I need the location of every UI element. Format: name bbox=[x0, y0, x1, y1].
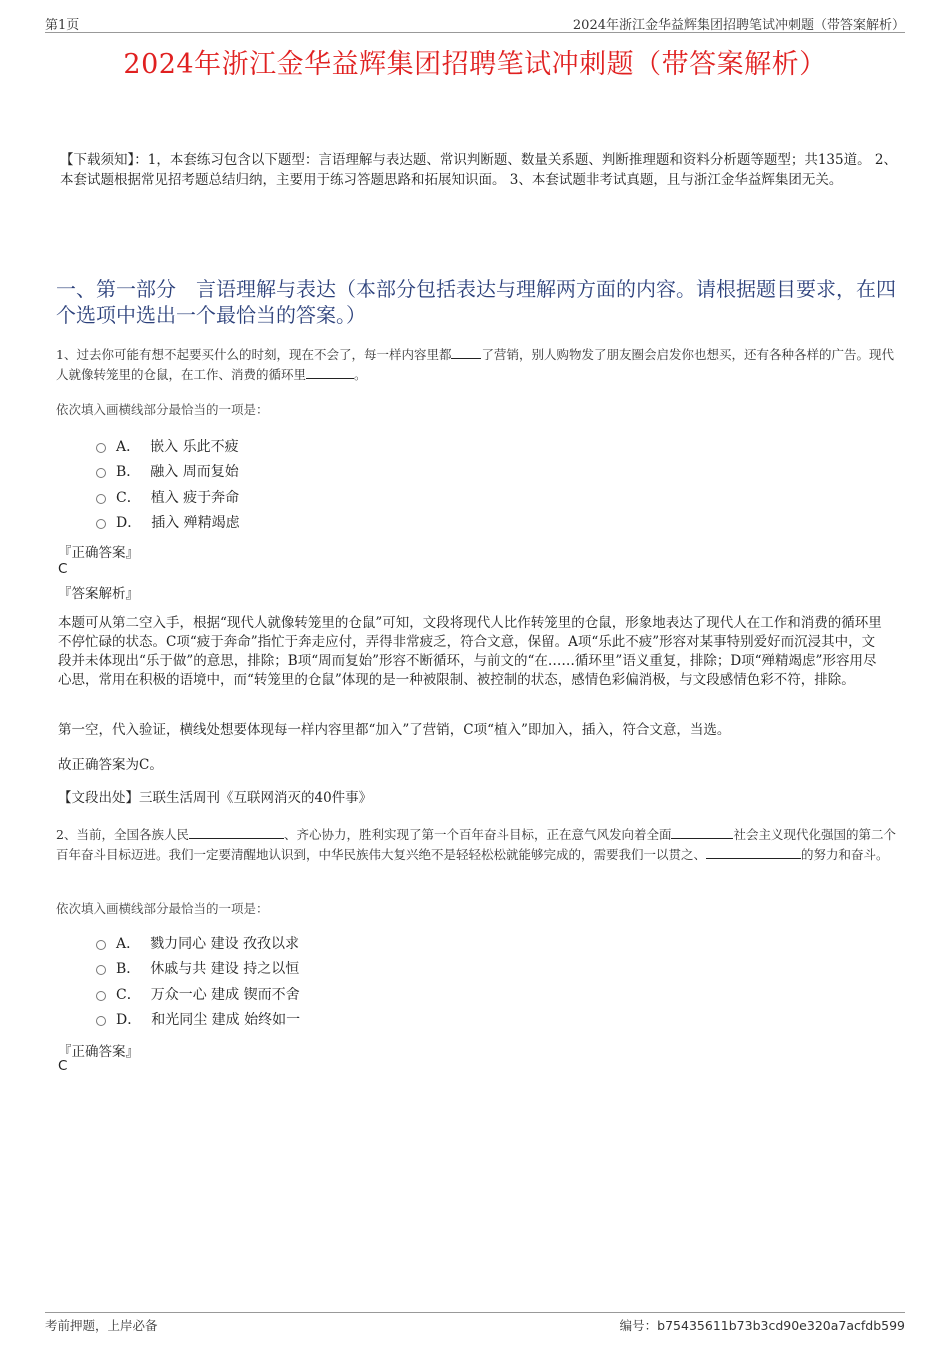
page-footer bbox=[45, 1312, 905, 1333]
radio-icon[interactable] bbox=[96, 991, 106, 1001]
page-title: 2024年浙江金华益辉集团招聘笔试冲刺题（带答案解析） bbox=[123, 49, 827, 80]
radio-icon[interactable] bbox=[96, 468, 106, 478]
document-code: 编号：b75435611b73b3cd90e320a7acfdb599 bbox=[619, 1318, 905, 1333]
option-b[interactable]: B． 融入 周而复始 bbox=[96, 459, 240, 485]
option-b[interactable]: B． 休戚与共 建设 持之以恒 bbox=[96, 956, 300, 982]
radio-icon[interactable] bbox=[96, 443, 106, 453]
answer-value: C bbox=[58, 1058, 68, 1074]
radio-icon[interactable] bbox=[96, 940, 106, 950]
analysis-label: 『答案解析』 bbox=[58, 586, 139, 602]
blank bbox=[189, 825, 284, 839]
answer-label: 『正确答案』 bbox=[58, 1044, 139, 1060]
footer-slogan: 考前押题，上岸必备 bbox=[45, 1318, 158, 1333]
header-doc-title: 2024年浙江金华益辉集团招聘笔试冲刺题（带答案解析） bbox=[572, 18, 905, 33]
text-source: 【文段出处】三联生活周刊《互联网消灭的40件事》 bbox=[58, 790, 373, 806]
radio-icon[interactable] bbox=[96, 519, 106, 529]
page-header bbox=[45, 14, 905, 33]
option-d[interactable]: D． 插入 殚精竭虑 bbox=[96, 510, 240, 536]
question-2-stem: 2、当前，全国各族人民 、齐心协力，胜利实现了第一个百年奋斗目标，正在意气风发向着全面 社会主义现代化强国的第二个百年奋斗目标迈进。我们一定要清醒地认识到，中华民族伟大复兴绝不是轻轻松松就能够完成的，需要我们一以贯之、 的努力和奋斗。 bbox=[56, 827, 896, 862]
analysis-paragraph-2: 第一空，代入验证，横线处想要体现每一样内容里都“加入”了营销，C项“植入”即加入，插入，符合文意，当选。 bbox=[58, 722, 731, 738]
section-title: 一、第一部分 言语理解与表达（本部分包括表达与理解两方面的内容。请根据题目要求，在四个选项中选出一个最恰当的答案。） bbox=[56, 277, 896, 327]
option-c[interactable]: C． 植入 疲于奔命 bbox=[96, 484, 240, 510]
blank bbox=[451, 345, 481, 359]
blank bbox=[706, 845, 801, 859]
page-number: 第1页 bbox=[45, 18, 80, 33]
option-d[interactable]: D． 和光同尘 建成 始终如一 bbox=[96, 1007, 300, 1033]
blank bbox=[671, 825, 733, 839]
option-a[interactable]: A． 嵌入 乐此不疲 bbox=[96, 433, 240, 459]
download-notice: 【下载须知】：1，本套练习包含以下题型：言语理解与表达题、常识判断题、数量关系题、判断推理题和资料分析题等题型；共135道。 2、本套试题根据常见招考题总结归纳，主要用于练习答题思路和拓展知识面。 3、本套试题非考试真题，且与浙江金华益辉集团无关。 bbox=[60, 152, 897, 188]
analysis-conclusion: 故正确答案为C。 bbox=[58, 757, 163, 773]
question-1-prompt: 依次填入画横线部分最恰当的一项是： bbox=[56, 402, 269, 417]
answer-label: 『正确答案』 bbox=[58, 545, 139, 561]
question-1-options bbox=[96, 433, 240, 535]
question-2-prompt: 依次填入画横线部分最恰当的一项是： bbox=[56, 901, 269, 916]
question-2-options bbox=[96, 930, 300, 1032]
radio-icon[interactable] bbox=[96, 1016, 106, 1026]
answer-value: C bbox=[58, 561, 68, 577]
option-a[interactable]: A． 戮力同心 建设 孜孜以求 bbox=[96, 930, 300, 956]
blank bbox=[306, 365, 354, 379]
radio-icon[interactable] bbox=[96, 965, 106, 975]
question-1-stem: 1、过去你可能有想不起要买什么的时刻，现在不会了，每一样内容里都 了营销，别人购物发了朋友圈会启发你也想买，还有各种各样的广告。现代人就像转笼里的仓鼠，在工作、消费的循环里 。 bbox=[56, 347, 894, 382]
option-c[interactable]: C． 万众一心 建成 锲而不舍 bbox=[96, 981, 300, 1007]
radio-icon[interactable] bbox=[96, 494, 106, 504]
analysis-paragraph-1: 本题可从第二空入手，根据“现代人就像转笼里的仓鼠”可知，文段将现代人比作转笼里的仓鼠，形象地表达了现代人在工作和消费的循环里不停忙碌的状态。C项“疲于奔命”指忙于奔走应付，弄得非常疲乏，符合文意，保留。A项“乐此不疲”形容对某事特别爱好而沉浸其中，文段并未体现出“乐于做”的意思，排除；B项“周而复始”形容不断循环，与前文的“在……循环里”语义重复，排除；D项“殚精竭虑”形容用尽心思，常用在积极的语境中，而“转笼里的仓鼠”体现的是一种被限制、被控制的状态，感情色彩偏消极，与文段感情色彩不符，排除。 bbox=[58, 615, 882, 688]
